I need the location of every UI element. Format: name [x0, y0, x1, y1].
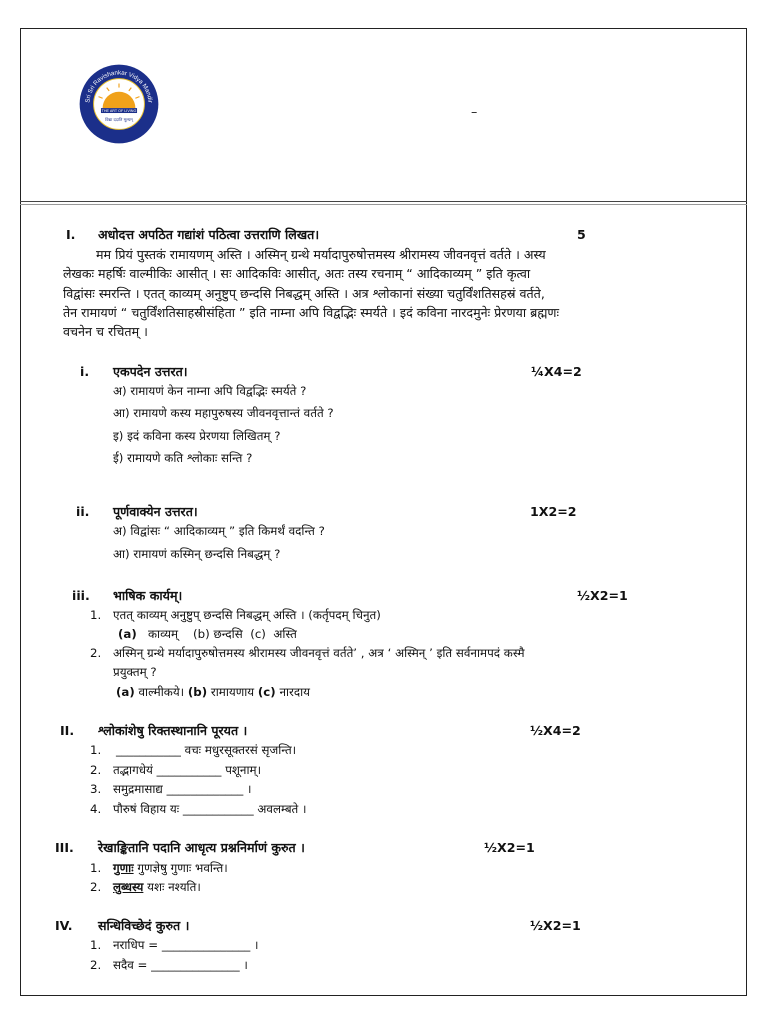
header-dash: – [471, 104, 478, 119]
option-label: (c) [250, 627, 266, 641]
list-item-number: 1. [90, 743, 102, 757]
q2-number: II. [60, 723, 75, 738]
sub-ii-marks: 1X2=2 [530, 504, 577, 519]
list-item: समुद्रमासाद्य _____________ । [113, 782, 252, 796]
school-logo [78, 63, 160, 145]
sub-i-number: i. [80, 364, 90, 379]
logo-tagline: THE ART OF LIVING [101, 109, 137, 114]
sub-i-question: ई) रामायणे कति श्लोकाः सन्ति ? [113, 451, 253, 465]
option-label: (c) [257, 685, 276, 699]
q1-marks: 5 [577, 227, 586, 242]
passage-line: लेखकः महर्षिः वाल्मीकिः आसीत् । सः आदिकविः आसीत्, अतः तस्य रचनाम् “ आदिकाव्यम् ” इति कृत्वा [63, 266, 531, 281]
option-label: (b) [193, 627, 210, 641]
q4-title: सन्धिविच्छेदं कुरुत । [98, 918, 190, 933]
sub-ii-question: आ) रामायणं कस्मिन् छन्दसि निबद्धम् ? [113, 547, 281, 561]
q4-marks: ½X2=1 [530, 918, 581, 933]
sub-iii-item-number: 1. [90, 608, 102, 622]
q2-title: श्लोकांशेषु रिक्तस्थानानि पूरयत । [98, 723, 248, 738]
list-item: ___________ वचः मधुरसूक्तरसं सृजन्ति। [116, 743, 297, 757]
sub-ii-number: ii. [76, 504, 90, 519]
option-text: छन्दसि [213, 627, 243, 641]
list-item-text: गुणज्ञेषु गुणाः भवन्ति। [133, 861, 228, 875]
option-text: नारदाय [279, 685, 311, 699]
header-divider [20, 201, 747, 202]
sub-iii-item-text: अस्मिन् ग्रन्थे मर्यादापुरुषोत्तमस्य श्रीरामस्य जीवनवृत्तं वर्तते’ , अत्र ‘ अस्मिन् ’ इति सर्वनामपदं कस्मै [113, 646, 525, 660]
option-text: वाल्मीकये। [138, 685, 185, 699]
option-text: अस्ति [273, 627, 297, 641]
option-row [116, 683, 310, 701]
passage-line: विद्वांसः स्मरन्ति । एतत् काव्यम् अनुष्टुप् छन्दसि निबद्धम् अस्ति । अत्र श्लोकानां संख्या चतुर्विंशतिसहस्रं वर्तते, [63, 286, 545, 301]
list-item-text: यशः नश्यति। [143, 880, 201, 894]
sub-i-marks: ¼X4=2 [531, 364, 582, 379]
sub-iii-number: iii. [72, 588, 90, 603]
list-item-number: 1. [90, 938, 102, 952]
list-item-number: 2. [90, 958, 102, 972]
option-text: काव्यम् [148, 627, 179, 641]
passage-line: मम प्रियं पुस्तकं रामायणम् अस्ति । अस्मिन् ग्रन्थे मर्यादापुरुषोत्तमस्य श्रीरामस्य जीवनवृत्तं वर्तते । अस्य [96, 247, 546, 262]
list-item-number: 2. [90, 880, 102, 894]
passage-line: तेन रामायणं “ चतुर्विंशतिसाहस्रीसंहिता ” इति नाम्ना अपि विद्वद्भिः स्मर्यते । इदं कविना नारदमुनेः प्रेरणया ब्रह्मणः [63, 305, 560, 320]
sub-iii-item-text: प्रयुक्तम् ? [113, 665, 157, 679]
sub-i-title: एकपदेन उत्तरत। [113, 364, 188, 379]
sub-ii-title: पूर्णवाक्येन उत्तरत। [113, 504, 198, 519]
option-label: (b) [187, 685, 208, 699]
underlined-word: लुब्धस्य [113, 880, 144, 894]
header-divider-secondary [20, 204, 747, 205]
logo-motto: विद्या ददाति मूल्यम् [105, 117, 133, 123]
list-item: नराधिप = _______________ । [113, 938, 259, 952]
list-item [113, 859, 228, 877]
sub-iii-item-text: एतत् काव्यम् अनुष्टुप् छन्दसि निबद्धम् अस्ति । (कर्तृपदम् चिनुत) [113, 608, 381, 622]
logo-ring-text: Sri Sri Ravishankar Vidya Mandir [84, 69, 154, 104]
option-label: (a) [116, 685, 135, 699]
underlined-word: गुणाः [113, 861, 134, 875]
q4-number: IV. [55, 918, 73, 933]
option-text: रामायणाय [210, 685, 255, 699]
list-item [113, 878, 201, 896]
list-item: सदैव = _______________ । [113, 958, 248, 972]
option-row [118, 625, 297, 643]
list-item-number: 3. [90, 782, 102, 796]
sub-iii-marks: ½X2=1 [577, 588, 628, 603]
q2-marks: ½X4=2 [530, 723, 581, 738]
list-item: पौरुषं विहाय यः ____________ अवलम्बते । [113, 802, 307, 816]
q3-number: III. [55, 840, 74, 855]
list-item-number: 2. [90, 763, 102, 777]
sub-i-question: अ) रामायणं केन नाम्ना अपि विद्वद्भिः स्मर्यते ? [113, 384, 307, 398]
option-label: (a) [118, 627, 137, 641]
q1-number: I. [66, 227, 76, 242]
q3-marks: ½X2=1 [484, 840, 535, 855]
q1-title: अधोदत्त अपठित गद्यांशं पठित्वा उत्तराणि लिखत। [98, 227, 320, 242]
sub-i-question: आ) रामायणे कस्य महापुरुषस्य जीवनवृत्तान्तं वर्तते ? [113, 406, 334, 420]
sub-i-question: इ) इदं कविना कस्य प्रेरणया लिखितम् ? [113, 429, 281, 443]
list-item-number: 1. [90, 861, 102, 875]
q3-title: रेखाङ्कितानि पदानि आधृत्य प्रश्ननिर्माणं कुरुत । [98, 840, 305, 855]
sub-ii-question: अ) विद्वांसः “ आदिकाव्यम् ” इति किमर्थं वदन्ति ? [113, 524, 325, 538]
list-item-number: 4. [90, 802, 102, 816]
sub-iii-title: भाषिक कार्यम्। [113, 588, 183, 603]
passage-line: वचनेन च रचितम् । [63, 324, 148, 339]
list-item: तद्भागधेयं ___________ पशूनाम्। [113, 763, 262, 777]
sub-iii-item-number: 2. [90, 646, 102, 660]
